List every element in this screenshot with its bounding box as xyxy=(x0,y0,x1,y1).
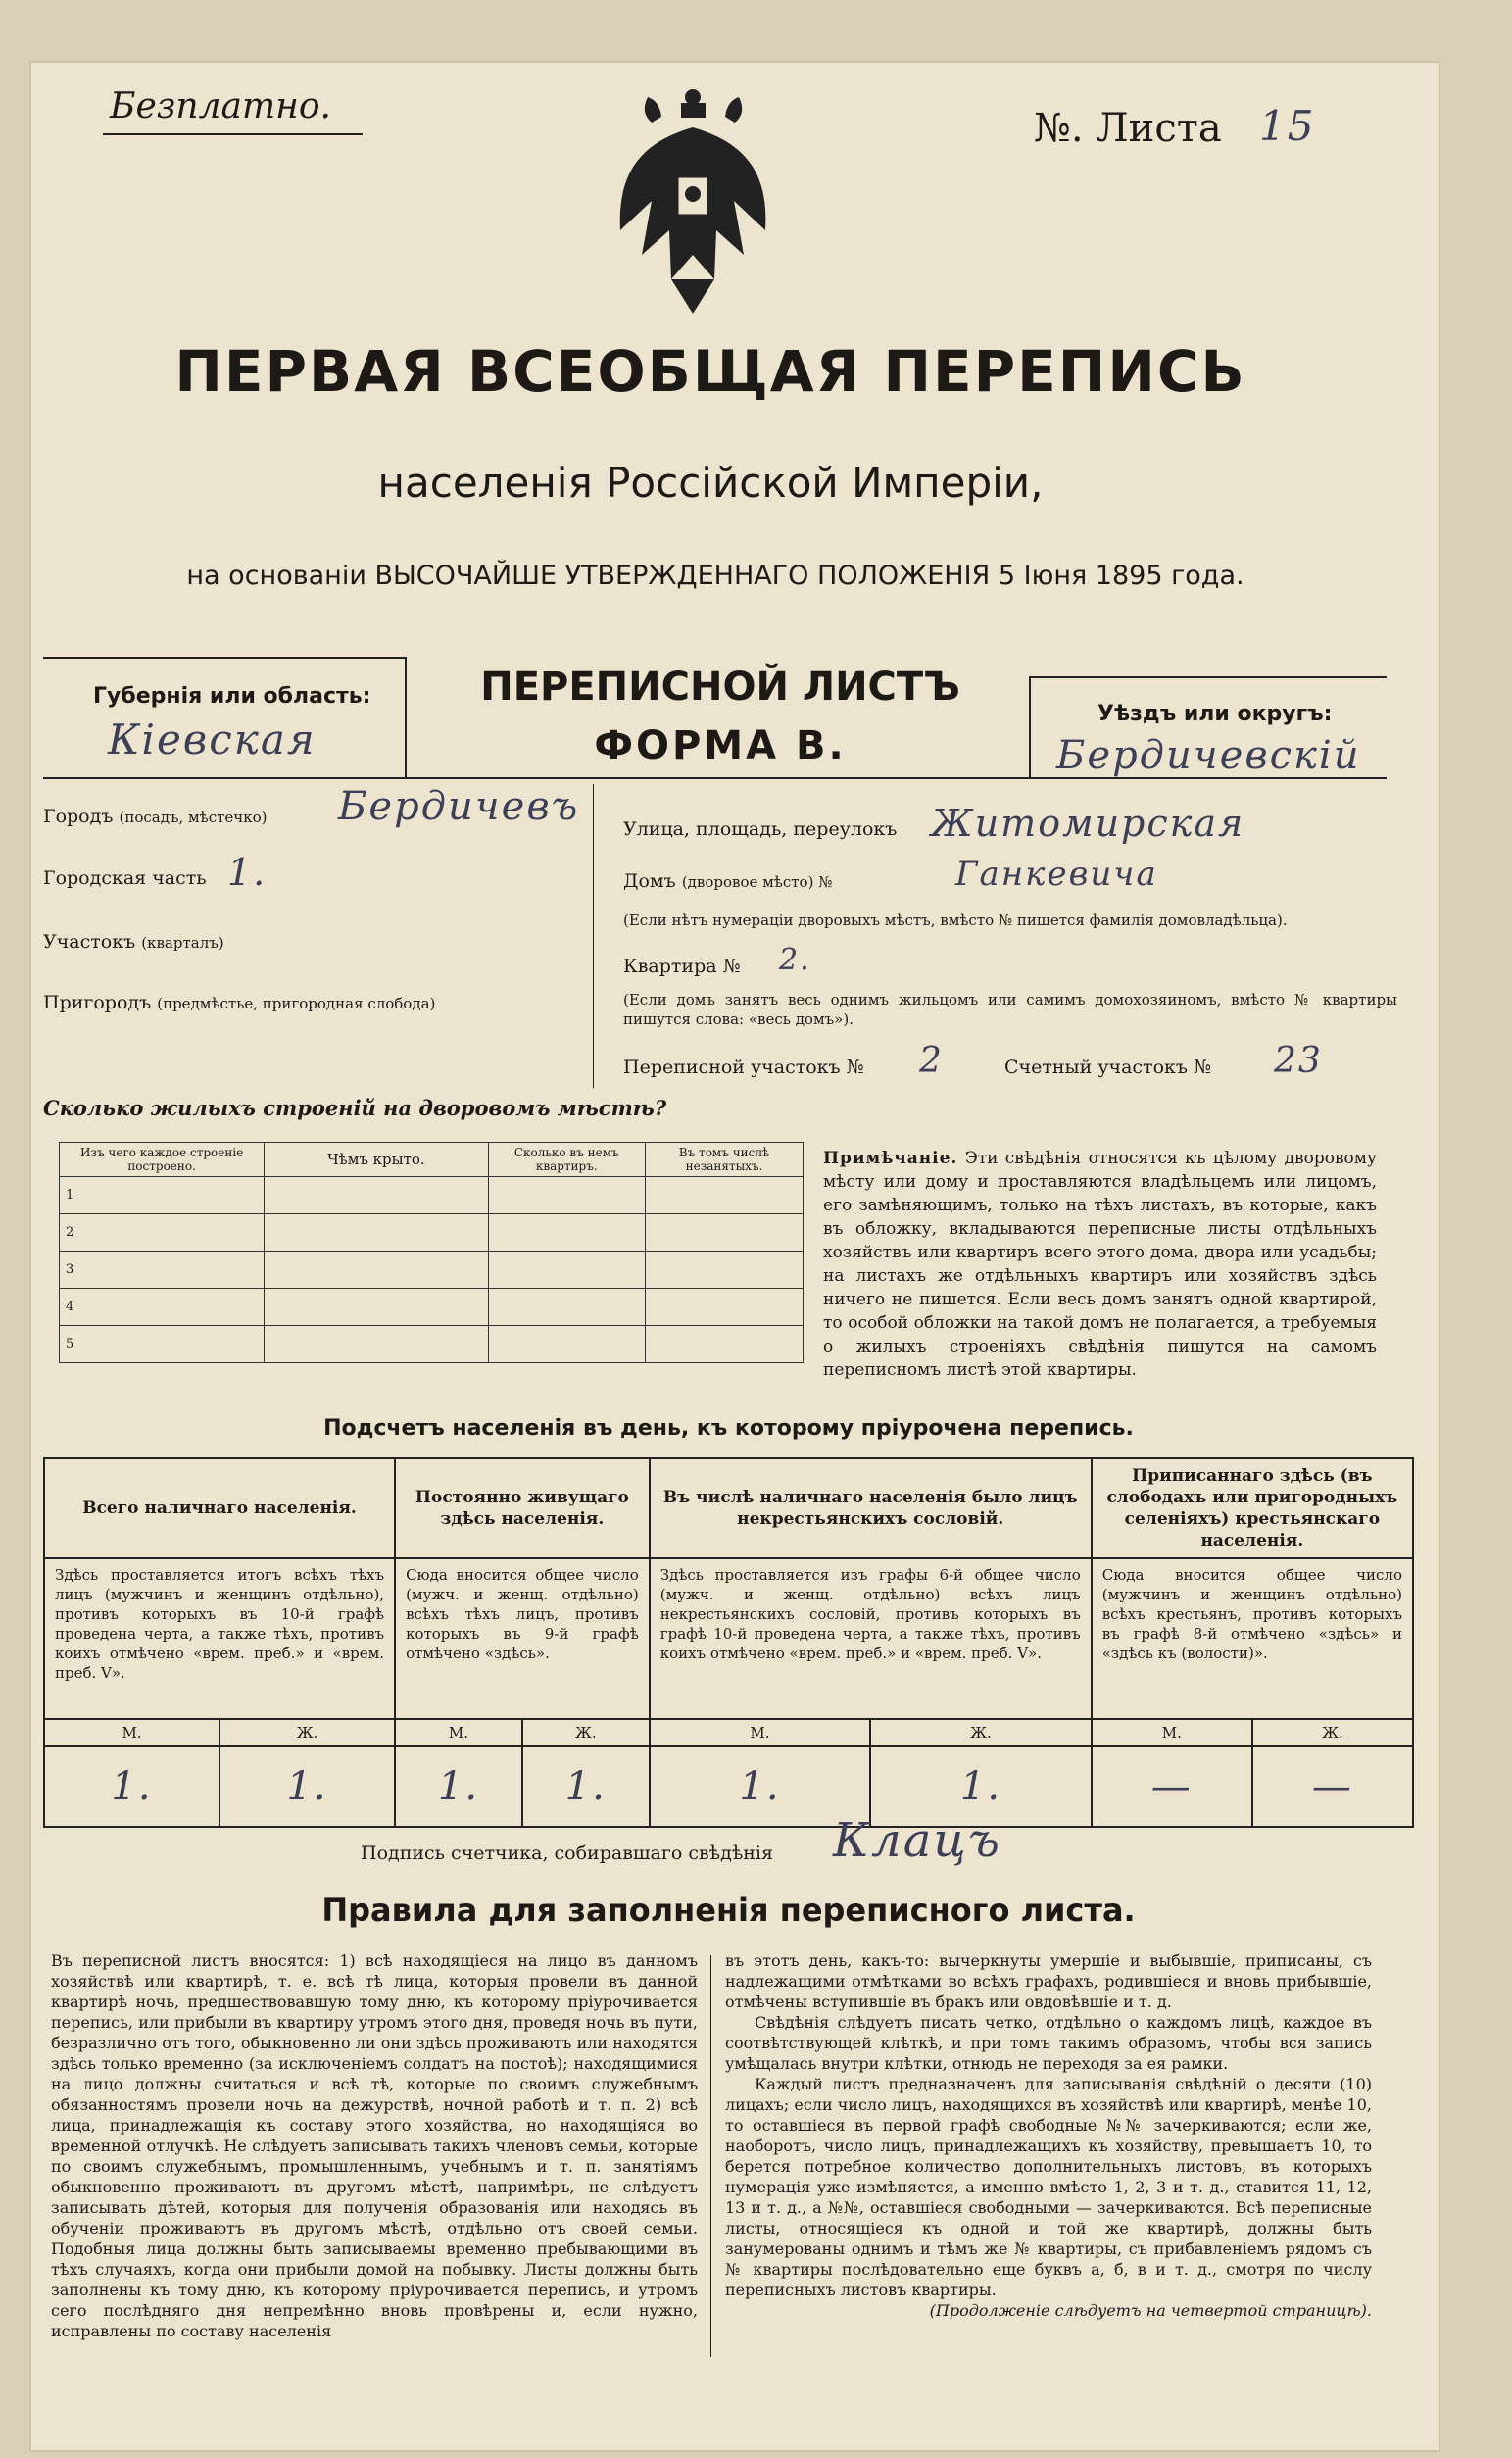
city-part-value: 1. xyxy=(227,851,268,894)
note-block xyxy=(823,1147,1377,1382)
legal-basis: на основаніи ВЫСОЧАЙШЕ УТВЕРЖДЕННАГО ПОЛОЖЕНІЯ 5 Іюня 1895 года. xyxy=(186,561,1244,591)
house-label-text: Домъ xyxy=(623,870,676,892)
street-value: Житомирская xyxy=(931,802,1245,845)
city-label-text: Городъ xyxy=(43,806,114,827)
pop-col-desc: Здѣсь проставляется итогъ всѣхъ тѣхъ лицъ (мужчинъ и женщинъ отдѣльно), противъ которыхъ въ 10-й графѣ проведена черта, а также тѣхъ, противъ коихъ отмѣчено «врем. преб.» и «врем. преб. V». xyxy=(44,1558,395,1719)
row-number: 3 xyxy=(60,1252,265,1289)
pop-col-header: Приписаннаго здѣсь (въ слободахъ или пригородныхъ селеніяхъ) крестьянскаго населенія. xyxy=(1092,1458,1413,1558)
pop-col-header: Въ числѣ наличнаго населенія было лицъ некрестьянскихъ сословій. xyxy=(650,1458,1092,1558)
rules-right-column xyxy=(725,1950,1372,2321)
city-value: Бердичевъ xyxy=(338,784,580,829)
free-label: Безплатно. xyxy=(110,86,331,126)
female-count: 1. xyxy=(522,1746,650,1827)
female-count: — xyxy=(1252,1746,1413,1827)
female-header: Ж. xyxy=(219,1719,395,1746)
pop-col-desc: Здѣсь проставляется изъ графы 6-й общее число (мужч. и женщ. отдѣльно) всѣхъ лицъ некрестьянскихъ сословій, противъ которыхъ въ графѣ 10-й проведена черта, а также тѣхъ, противъ коихъ отмѣчено «врем. преб.» и «врем. преб. V». xyxy=(650,1558,1092,1719)
house-note: (Если нѣтъ нумераціи дворовыхъ мѣстъ, вмѣсто № пишется фамилія домовладѣльца). xyxy=(623,911,1288,929)
row-number: 1 xyxy=(60,1177,265,1214)
form-label: ФОРМА В. xyxy=(594,723,847,768)
male-header: М. xyxy=(44,1719,219,1746)
house-hint: (дворовое мѣсто) № xyxy=(681,873,833,891)
male-count: — xyxy=(1092,1746,1252,1827)
pop-col-header: Постоянно живущаго здѣсь населенія. xyxy=(395,1458,650,1558)
apartment-note: (Если домъ занятъ весь однимъ жильцомъ или самимъ домохозяиномъ, вмѣсто № квартиры пишутся слова: «весь домъ»). xyxy=(623,991,1397,1028)
district-value: Бердичевскій xyxy=(1056,733,1361,778)
note-title: Примѣчаніе. xyxy=(823,1149,958,1168)
pop-col-header: Всего наличнаго населенія. xyxy=(44,1458,395,1558)
form-top-rule-right xyxy=(1029,676,1387,678)
census-area-label: Переписной участокъ № xyxy=(623,1057,864,1078)
signature-label: Подпись счетчика, собиравшаго свѣдѣнія xyxy=(361,1843,773,1864)
row-number: 5 xyxy=(60,1326,265,1363)
buildings-question: Сколько жилыхъ строеній на дворовомъ мѣстѣ? xyxy=(43,1096,667,1120)
col-vacant: Въ томъ числѣ незанятыхъ. xyxy=(646,1143,804,1177)
female-count: 1. xyxy=(219,1746,395,1827)
female-header: Ж. xyxy=(870,1719,1092,1746)
suburb-hint: (предмѣстье, пригородная слобода) xyxy=(157,995,436,1012)
form-title: ПЕРЕПИСНОЙ ЛИСТЪ xyxy=(480,664,960,710)
district-label: Уѣздъ или округъ: xyxy=(1097,702,1333,726)
rules-left-column: Въ переписной листъ вносятся: 1) всѣ находящіеся на лицо въ данномъ хозяйствѣ или квартирѣ, т. е. всѣ тѣ лица, которыя провели въ данной квартирѣ ночь, предшествовавшую тому дню, къ которому пріурочивается перепись, или прибыли въ квартиру утромъ этого дня, проведя ночь въ пути, безразлично отъ того, обыкновенно ли они здѣсь проживаютъ или находятся здѣсь только временно (за исключеніемъ солдатъ на постоѣ); находящимися на лицо должны считаться и всѣ тѣ, которые по своимъ служебнымъ обязанностямъ провели ночь на дежурствѣ, ночной работѣ и т. п. 2) всѣ лица, принадлежащія къ составу этого хозяйства, но находящіяся во временной отлучкѣ. Не слѣдуетъ записывать такихъ членовъ семьи, которые по своимъ служебнымъ, промышленнымъ, учебнымъ и т. п. занятіямъ обыкновенно проживаютъ въ другомъ мѣстѣ, напримѣръ, не слѣдуетъ записывать дѣтей, которыя для полученія образованія или находясь въ обученіи проживаютъ въ другомъ мѣстѣ, отдѣльно отъ своей семьи. Подобныя лица должны быть записываемы временно пребывающими въ тѣхъ случаяхъ, когда они прибыли домой на побывку. Листы должны быть заполнены къ тому дню, къ которому пріурочивается перепись, и утромъ сего послѣдняго дня непремѣнно вновь провѣрены и, если нужно, исправлены по составу населенія xyxy=(51,1951,698,2340)
house-label xyxy=(623,870,832,892)
col-built: Изъ чего каждое строеніе построено. xyxy=(60,1143,265,1177)
note-text: Эти свѣдѣнія относятся къ цѣлому дворовому мѣсту или дому и проставляются владѣльцемъ или лицомъ, его замѣняющимъ, только на тѣхъ листахъ, въ которые, какъ въ обложку, вкладываются переписные листы отдѣльныхъ хозяйствъ или квартиръ всего этого дома, двора или усадьбы; на листахъ же отдѣльныхъ квартиръ или хозяйствъ здѣсь ничего не пишется. Если весь домъ занятъ одной квартирой, то особой обложки на такой домъ не полагается, а требуемыя о жилыхъ строеніяхъ свѣдѣнія пишутся на самомъ переписномъ листѣ этой квартиры. xyxy=(823,1149,1377,1380)
pop-col-desc: Сюда вносится общее число (мужчинъ и женщинъ отдѣльно) всѣхъ крестьянъ, противъ которыхъ въ графѣ 8-й отмѣчено «здѣсь» и «здѣсь къ (волости)». xyxy=(1092,1558,1413,1719)
city-hint: (посадъ, мѣстечко) xyxy=(119,809,268,826)
population-table xyxy=(43,1457,1414,1828)
male-header: М. xyxy=(650,1719,870,1746)
table-row xyxy=(60,1289,804,1326)
address-divider xyxy=(593,784,594,1088)
page-subtitle: населенія Россійской Имперіи, xyxy=(377,459,1044,507)
male-count: 1. xyxy=(395,1746,522,1827)
house-value: Ганкевича xyxy=(955,855,1158,894)
table-row xyxy=(60,1177,804,1214)
rules-right-para-2: Свѣдѣнія слѣдуетъ писать четко, отдѣльно о каждомъ лицѣ, каждое въ соотвѣтствующей клѣткѣ, и при томъ такимъ образомъ, чтобы вся запись умѣщалась внутри клѣтки, отнюдь не переходя за ея рамки. xyxy=(725,2013,1372,2073)
form-top-rule-left xyxy=(43,657,406,659)
apartment-label: Квартира № xyxy=(623,956,741,977)
female-header: Ж. xyxy=(1252,1719,1413,1746)
area-label-text: Участокъ xyxy=(43,931,136,953)
form-divider-right xyxy=(1029,676,1031,779)
table-row xyxy=(60,1252,804,1289)
census-area-value: 2 xyxy=(919,1041,944,1081)
row-number: 4 xyxy=(60,1289,265,1326)
population-title: Подсчетъ населенія въ день, къ которому пріурочена перепись. xyxy=(323,1416,1134,1441)
male-header: М. xyxy=(1092,1719,1252,1746)
female-header: Ж. xyxy=(522,1719,650,1746)
count-area-label: Счетный участокъ № xyxy=(1004,1057,1211,1078)
col-apartments: Сколько въ немъ квартиръ. xyxy=(488,1143,646,1177)
buildings-table xyxy=(59,1142,804,1363)
suburb-label-text: Пригородъ xyxy=(43,992,152,1013)
area-hint: (кварталъ) xyxy=(141,934,224,952)
suburb-label xyxy=(43,992,435,1013)
table-row xyxy=(60,1214,804,1252)
col-roof: Чѣмъ крыто. xyxy=(265,1143,488,1177)
province-label: Губернія или область: xyxy=(93,684,371,709)
sheet-number-value: 15 xyxy=(1259,102,1316,150)
city-part-label: Городская часть xyxy=(43,867,207,889)
sheet-number-label: №. Листа xyxy=(1034,106,1222,151)
rules-right-para-1: въ этотъ день, какъ-то: вычеркнуты умершіе и выбывшіе, приписаны, съ надлежащими отмѣтками во всѣхъ графахъ, родившіеся и вновь прибывшіе, отмѣчены вступившіе въ бракъ или овдовѣвшіе и т. д. xyxy=(725,1951,1372,2011)
male-count: 1. xyxy=(650,1746,870,1827)
street-label: Улица, площадь, переулокъ xyxy=(623,818,898,840)
form-divider-left xyxy=(405,657,407,779)
free-underline xyxy=(103,133,363,135)
male-count: 1. xyxy=(44,1746,219,1827)
province-value: Кіевская xyxy=(108,715,317,763)
city-label xyxy=(43,806,267,827)
count-area-value: 23 xyxy=(1274,1041,1323,1081)
female-count: 1. xyxy=(870,1746,1092,1827)
signature-value: Клацъ xyxy=(833,1813,1001,1868)
rules-continued: (Продолженіе слѣдуетъ на четвертой страницѣ). xyxy=(929,2301,1372,2320)
rules-divider xyxy=(710,1955,711,2357)
page-title: ПЕРВАЯ ВСЕОБЩАЯ ПЕРЕПИСЬ xyxy=(174,338,1246,405)
pop-col-desc: Сюда вносится общее число (мужч. и женщ. отдѣльно) всѣхъ тѣхъ лицъ, противъ которыхъ въ 9-й графѣ отмѣчено «здѣсь». xyxy=(395,1558,650,1719)
rules-right-para-3: Каждый листъ предназначенъ для записыванія свѣдѣній о десяти (10) лицахъ; если число лицъ, находящихся въ хозяйствѣ или квартирѣ, менѣе 10, то оставшіеся въ первой графѣ свободные №№ зачеркиваются; если же, наоборотъ, число лицъ, принадлежащихъ къ хозяйству, превышаетъ 10, то берется потребное количество дополнительныхъ листовъ, въ которыхъ нумерація уже измѣняется, а именно вмѣсто 1, 2, 3 и т. д., ставится 11, 12, 13 и т. д., а №№, оставшіеся свободными — зачеркиваются. Всѣ переписные листы, относящіеся къ одной и той же квартирѣ, должны быть занумерованы однимъ и тѣмъ же № квартиры, съ прибавленіемъ рядомъ съ № квартиры послѣдовательно еще буквъ а, б, в и т. д., смотря по числу переписныхъ листовъ квартиры. xyxy=(725,2075,1372,2299)
row-number: 2 xyxy=(60,1214,265,1252)
male-header: М. xyxy=(395,1719,522,1746)
table-row xyxy=(60,1326,804,1363)
apartment-value: 2. xyxy=(779,943,811,977)
area-label xyxy=(43,931,224,953)
rules-title: Правила для заполненія переписного листа. xyxy=(321,1892,1136,1929)
coat-of-arms-icon xyxy=(612,83,774,319)
